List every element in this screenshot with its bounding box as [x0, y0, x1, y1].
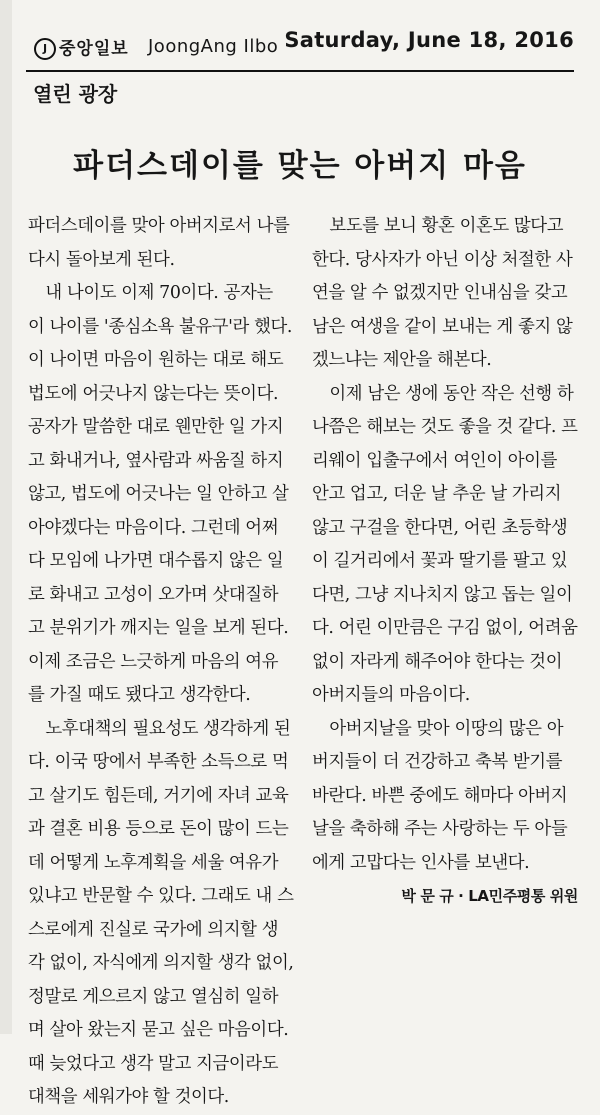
article-paragraph: 파더스데이를 맞아 아버지로서 나를 다시 돌아보게 된다.: [28, 216, 290, 270]
masthead-rule: [26, 70, 574, 72]
paper-name-korean: 중앙일보: [59, 39, 129, 59]
masthead: [26, 26, 574, 66]
article-paragraph: 내 나이도 이제 70이다. 공자는 이 나이를 '종심소욕 불유구'라 했다. 이 나이면 마음이 원하는 대로 해도 법도에 어긋나지 않는다는 뜻이다. 공자가 말씀한 대로 웬만한 일 가지고 화내거나, 옆사람과 싸움질 하지 않고, 법도에 어긋나는 일 안하고 살아야겠다는 마음이다. 그런데 어쩌다 모임에 나가면 대수롭지 않은 일로 화내고 고성이 오가며 삿대질하고 분위기가 깨지는 일을 보게 된다. 이제 조금은 느긋하게 마음의 여유를 가질 때도 됐다고 생각한다.: [28, 283, 292, 705]
scan-edge: [0, 0, 12, 1034]
section-label: 열린 광장: [33, 82, 118, 106]
paper-name-english: JoongAng Ilbo: [148, 36, 279, 57]
article-paragraph: 노후대책의 필요성도 생각하게 된다. 이국 땅에서 부족한 소득으로 먹고 살기도 힘든데, 거기에 자녀 교육과 결혼 비용 등으로 돈이 많이 드는데 어떻게 노후계획을 세울 여유가 있냐고 반문할 수 있다. 그래도 내 스스로에게 진실로 국가에 의지할 생각 없이, 자식에게 의지할 생각 없이, 정말로 게으르지 않고 열심히 일하며 살아 왔는지 묻고 싶은 마음이다. 때 늦었다고 생각 말고 지금이라도 대책을 세워가야 할 것이다.: [28, 718, 294, 1107]
newspaper-logo-icon: J: [34, 38, 56, 60]
article-column-left: [28, 210, 294, 1115]
article-column-right: [312, 210, 578, 914]
article-paragraph: 보도를 보니 황혼 이혼도 많다고 한다. 당사자가 아닌 이상 처절한 사연을 알 수 없겠지만 인내심을 갖고 남은 여생을 같이 보내는 게 좋지 않겠느냐는 제안을 해본다.: [312, 216, 573, 370]
publication-date: Saturday, June 18, 2016: [284, 28, 574, 52]
byline-row: [312, 880, 578, 914]
article-paragraph: 아버지날을 맞아 이땅의 많은 아버지들이 더 건강하고 축복 받기를 바란다. 바쁜 중에도 해마다 아버지날을 축하해 주는 사랑하는 두 아들에게 고맙다는 인사를 보낸다.: [312, 718, 568, 873]
article-byline: 박 문 규 · LA민주평통 위원: [401, 887, 578, 905]
article-paragraph: 이제 남은 생에 동안 작은 선행 하나쯤은 해보는 것도 좋을 것 같다. 프리웨이 입출구에서 여인이 아이를 안고 업고, 더운 날 추운 날 가리지 않고 구걸을 한다면, 어린 초등학생이 길거리에서 꽃과 딸기를 팔고 있다면, 그냥 지나치지 않고 돕는 일이다. 어린 이만큼은 구김 없이, 어려움 없이 자라게 해주어야 한다는 것이 아버지들의 마음이다.: [312, 383, 578, 705]
article-headline: 파더스데이를 맞는 아버지 마음: [73, 148, 527, 184]
